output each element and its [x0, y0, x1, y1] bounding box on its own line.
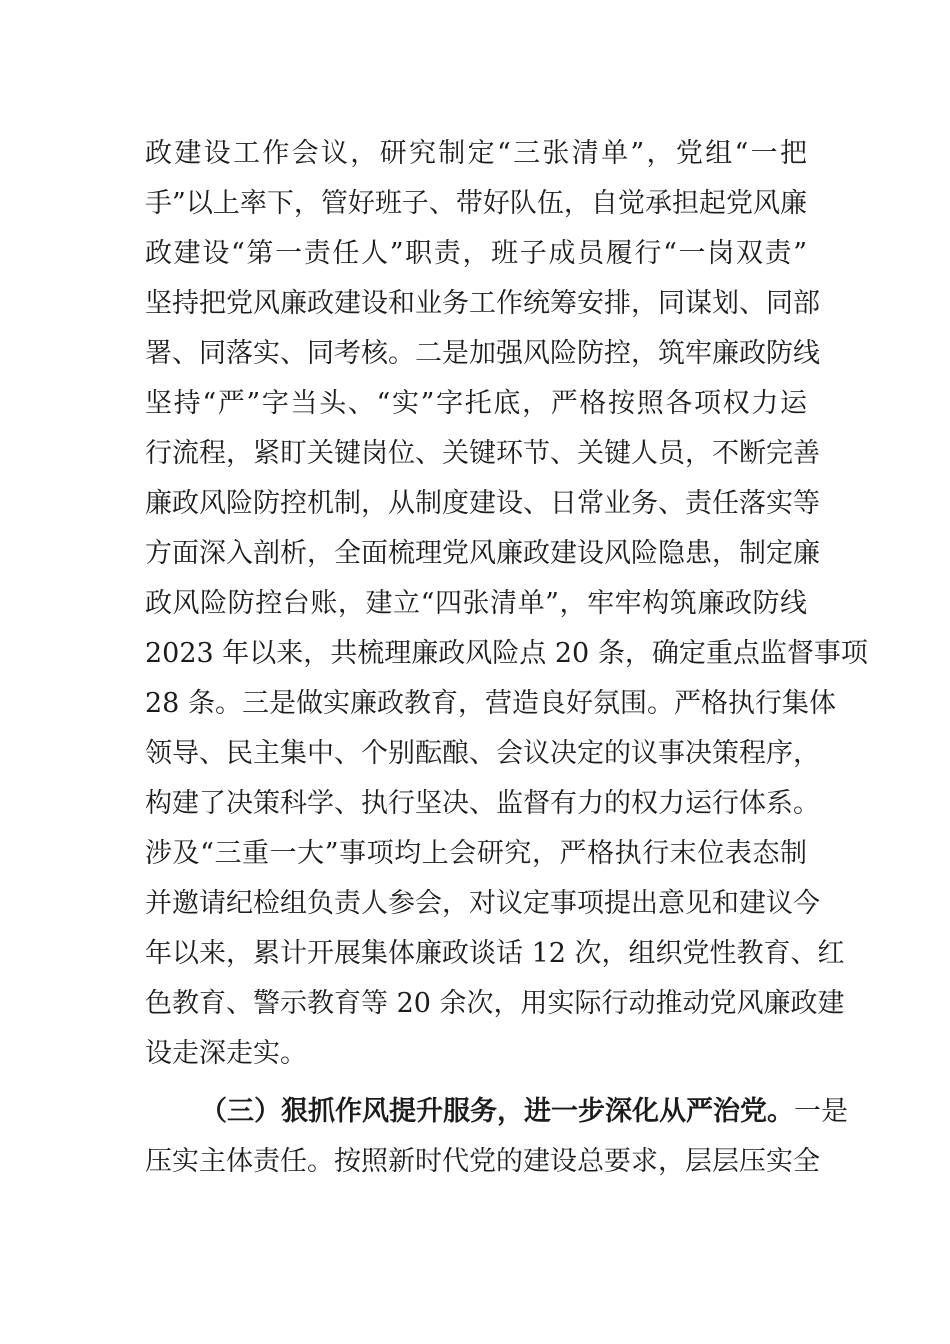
paragraph-line: 手”以上率下，管好班子、带好队伍，自觉承担起党风廉	[145, 188, 807, 219]
paragraph-line: 2023 年以来，共梳理廉政风险点 20 条，确定重点监督事项	[145, 638, 868, 669]
paragraph-line: 年以来，累计开展集体廉政谈话 12 次，组织党性教育、红	[145, 938, 845, 969]
paragraph-line: 并邀请纪检组负责人参会，对议定事项提出意见和建议今	[145, 888, 820, 919]
paragraph-line: 廉政风险防控机制，从制度建设、日常业务、责任落实等	[145, 488, 820, 519]
paragraph-line: 政建设“第一责任人”职责，班子成员履行“一岗双责”	[145, 238, 807, 269]
paragraph-line: 坚持把党风廉政建设和业务工作统筹安排，同谋划、同部	[145, 288, 820, 319]
paragraph-line: 领导、民主集中、个别酝酿、会议决定的议事决策程序，	[145, 738, 820, 769]
paragraph-line: 压实主体责任。按照新时代党的建设总要求，层层压实全	[145, 1146, 820, 1177]
paragraph-line: 坚持“严”字当头、“实”字托底，严格按照各项权力运	[145, 388, 807, 419]
paragraph-line: 涉及“三重一大”事项均上会研究，严格执行末位表态制	[145, 838, 807, 869]
paragraph-line: 方面深入剖析，全面梳理党风廉政建设风险隐患，制定廉	[145, 538, 820, 569]
paragraph-line: 政建设工作会议，研究制定“三张清单”，党组“一把	[145, 138, 807, 169]
paragraph-line: 设走深走实。	[145, 1038, 307, 1069]
paragraph-line: 行流程，紧盯关键岗位、关键环节、关键人员，不断完善	[145, 438, 820, 469]
section-heading-tail: 一是	[794, 1096, 848, 1127]
section-heading-line	[200, 1092, 848, 1132]
paragraph-line: 色教育、警示教育等 20 余次，用实际行动推动党风廉政建	[145, 988, 845, 1019]
paragraph-line: 署、同落实、同考核。二是加强风险防控，筑牢廉政防线	[145, 338, 820, 369]
paragraph-line: 构建了决策科学、执行坚决、监督有力的权力运行体系。	[145, 788, 820, 819]
paragraph-line: 28 条。三是做实廉政教育，营造良好氛围。严格执行集体	[145, 688, 836, 719]
section-heading: （三）狠抓作风提升服务，进一步深化从严治党。	[200, 1096, 794, 1127]
paragraph-line: 政风险防控台账，建立“四张清单”，牢牢构筑廉政防线	[145, 588, 807, 619]
